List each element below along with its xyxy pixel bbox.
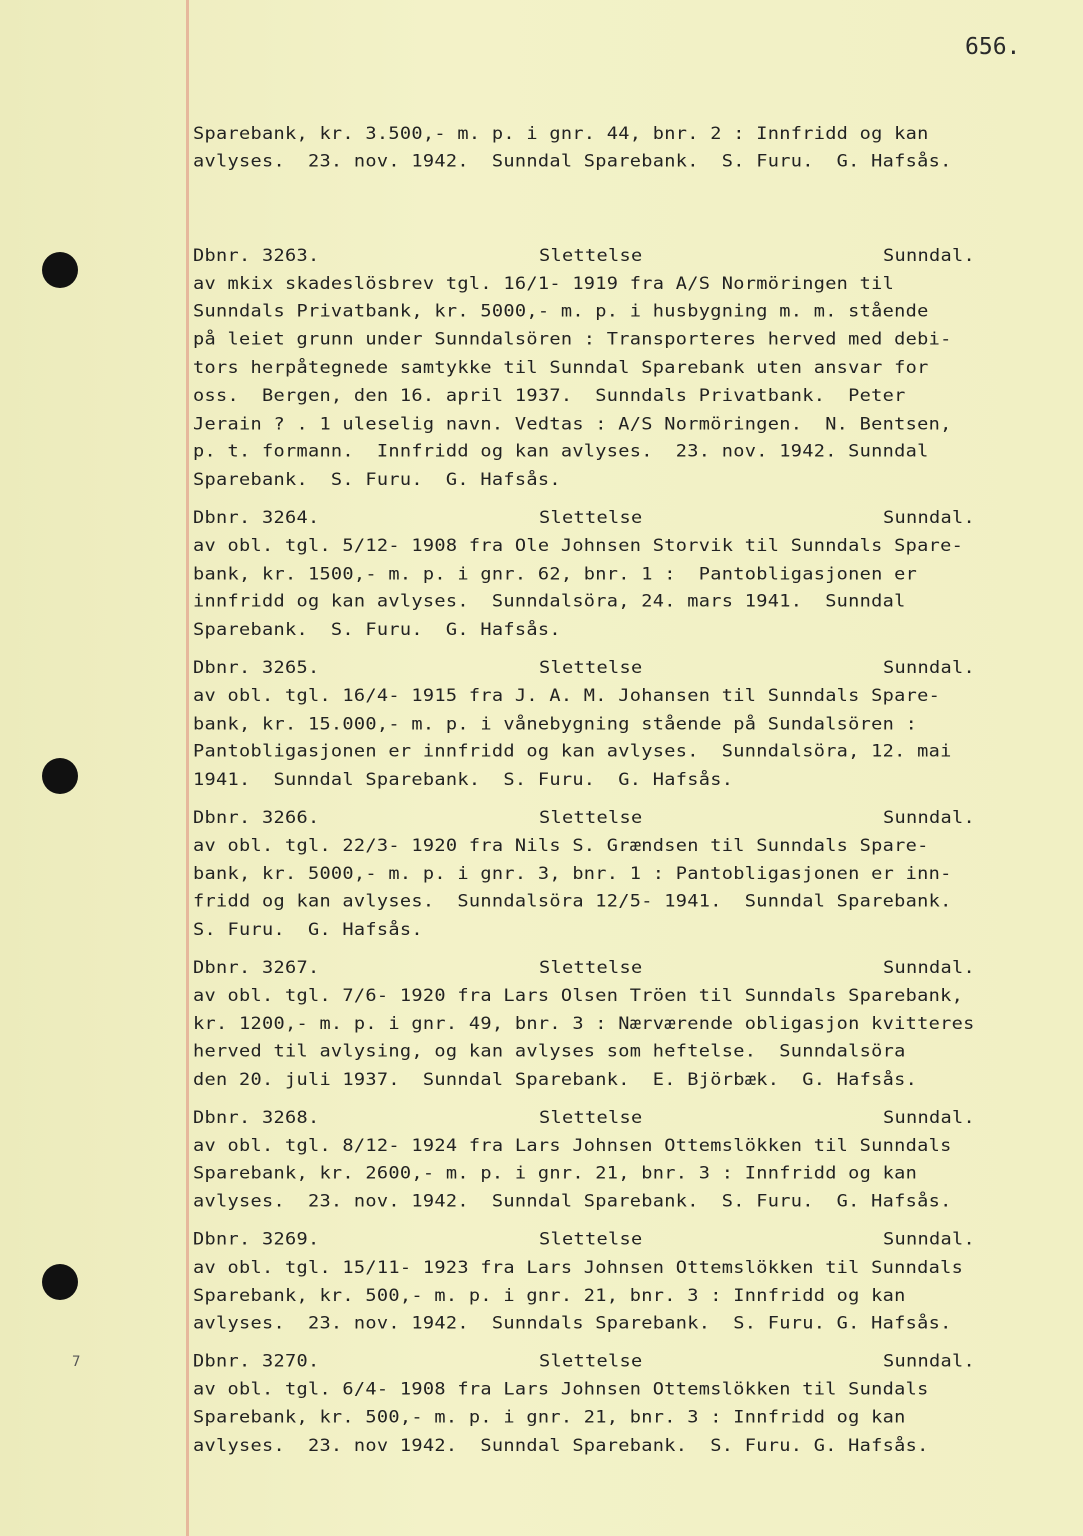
text-line: av obl. tgl. 8/12- 1924 fra Lars Johnsen Ottemslökken til Sunndals (193, 1136, 952, 1156)
entry-place: Sunndal. (883, 808, 975, 828)
text-line: Sparebank, kr. 2600,- m. p. i gnr. 21, bnr. 3 : Innfridd og kan (193, 1164, 918, 1184)
entry-heading (193, 954, 1063, 982)
text-line: av obl. tgl. 16/4- 1915 fra J. A. M. Johansen til Sunndals Spare- (193, 686, 941, 706)
text-line: bank, kr. 5000,- m. p. i gnr. 3, bnr. 1 : Pantobligasjonen er inn- (193, 864, 952, 884)
text-line: av obl. tgl. 7/6- 1920 fra Lars Olsen Tröen til Sunndals Sparebank, (193, 986, 964, 1006)
entry-place: Sunndal. (883, 958, 975, 978)
entry-heading (193, 804, 1063, 832)
entry-dbnr: Dbnr. 3265. (193, 658, 320, 678)
text-line: på leiet grunn under Sunndalsören : Transporteres herved med debi- (193, 330, 952, 350)
entry-type: Slettelse (539, 1108, 643, 1128)
entry-dbnr: Dbnr. 3269. (193, 1230, 320, 1249)
binder-hole-bottom (42, 1264, 78, 1300)
text-line: 1941. Sunndal Sparebank. S. Furu. G. Hafsås. (193, 770, 734, 790)
entry-dbnr: Dbnr. 3270. (193, 1352, 320, 1371)
text-line: avlyses. 23. nov. 1942. Sunndals Sparebank. S. Furu. G. Hafsås. (193, 1314, 952, 1334)
entry-place: Sunndal. (883, 508, 975, 528)
margin-rule (186, 0, 189, 1536)
entry-heading (193, 1348, 1063, 1376)
entry (193, 1226, 1063, 1338)
entry-dbnr: Dbnr. 3264. (193, 508, 320, 528)
text-line: av obl. tgl. 22/3- 1920 fra Nils S. Grændsen til Sunndals Spare- (193, 836, 929, 856)
binder-hole-middle (42, 758, 78, 794)
entry-heading (193, 242, 1063, 270)
text-line: S. Furu. G. Hafsås. (193, 920, 423, 940)
entry-heading (193, 1104, 1063, 1132)
entry-heading (193, 654, 1063, 682)
text-line: bank, kr. 15.000,- m. p. i vånebygning stående på Sundalsören : (193, 714, 918, 734)
text-line: Sparebank. S. Furu. G. Hafsås. (193, 620, 561, 640)
text-line: av obl. tgl. 5/12- 1908 fra Ole Johnsen Storvik til Sunndals Spare- (193, 536, 964, 556)
entry-heading (193, 504, 1063, 532)
entry-place: Sunndal. (883, 1230, 975, 1249)
text-line: Pantobligasjonen er innfridd og kan avlyses. Sunndalsöra, 12. mai (193, 742, 952, 762)
text-line: av obl. tgl. 6/4- 1908 fra Lars Johnsen Ottemslökken til Sundals (193, 1380, 929, 1399)
text-line: Sparebank, kr. 500,- m. p. i gnr. 21, bnr. 3 : Innfridd og kan (193, 1408, 906, 1428)
entry-type: Slettelse (539, 808, 643, 828)
entry (193, 654, 1063, 794)
intro-paragraph (193, 120, 1063, 176)
entry (193, 504, 1063, 644)
entry-type: Slettelse (539, 1352, 643, 1371)
text-line: Jerain ? . 1 uleselig navn. Vedtas : A/S Normöringen. N. Bentsen, (193, 414, 952, 434)
entry-place: Sunndal. (883, 1352, 975, 1371)
text-line: av mkix skadeslösbrev tgl. 16/1- 1919 fra A/S Normöringen til (193, 274, 895, 294)
text-line: Sparebank, kr. 3.500,- m. p. i gnr. 44, bnr. 2 : Innfridd og kan (193, 124, 929, 144)
entry-place: Sunndal. (883, 246, 975, 265)
text-line: Sparebank. S. Furu. G. Hafsås. (193, 470, 561, 490)
entry (193, 804, 1063, 944)
text-line: tors herpåtegnede samtykke til Sunndal Sparebank uten ansvar for (193, 358, 929, 378)
entry (193, 1348, 1063, 1460)
text-line: Sunndals Privatbank, kr. 5000,- m. p. i husbygning m. m. stående (193, 302, 929, 322)
entry-dbnr: Dbnr. 3266. (193, 808, 320, 828)
text-line: oss. Bergen, den 16. april 1937. Sunndals Privatbank. Peter (193, 386, 906, 406)
text-line: avlyses. 23. nov. 1942. Sunndal Sparebank. S. Furu. G. Hafsås. (193, 152, 952, 172)
entry (193, 242, 1063, 494)
text-line: p. t. formann. Innfridd og kan avlyses. 23. nov. 1942. Sunndal (193, 442, 929, 462)
entry-dbnr: Dbnr. 3268. (193, 1108, 320, 1128)
entry-type: Slettelse (539, 246, 643, 265)
text-line: bank, kr. 1500,- m. p. i gnr. 62, bnr. 1 : Pantobligasjonen er (193, 564, 918, 584)
entry-type: Slettelse (539, 958, 643, 978)
text-line: kr. 1200,- m. p. i gnr. 49, bnr. 3 : Nærværende obligasjon kvitteres (193, 1014, 975, 1034)
entry-place: Sunndal. (883, 658, 975, 678)
text-line: av obl. tgl. 15/11- 1923 fra Lars Johnsen Ottemslökken til Sunndals (193, 1258, 964, 1278)
entry (193, 954, 1063, 1094)
text-line: Sparebank, kr. 500,- m. p. i gnr. 21, bnr. 3 : Innfridd og kan (193, 1286, 906, 1306)
text-line: herved til avlysing, og kan avlyses som heftelse. Sunndalsöra (193, 1042, 906, 1062)
entry-type: Slettelse (539, 1230, 643, 1249)
entry (193, 1104, 1063, 1216)
entry-type: Slettelse (539, 658, 643, 678)
entry-heading (193, 1226, 1063, 1254)
text-line: avlyses. 23. nov. 1942. Sunndal Sparebank. S. Furu. G. Hafsås. (193, 1192, 952, 1212)
entry-type: Slettelse (539, 508, 643, 528)
entry-dbnr: Dbnr. 3267. (193, 958, 320, 978)
entry-dbnr: Dbnr. 3263. (193, 246, 320, 265)
entry-place: Sunndal. (883, 1108, 975, 1128)
text-line: avlyses. 23. nov 1942. Sunndal Sparebank. S. Furu. G. Hafsås. (193, 1436, 929, 1456)
text-line: innfridd og kan avlyses. Sunndalsöra, 24. mars 1941. Sunndal (193, 592, 906, 612)
entries-list (193, 242, 1063, 1460)
document-body (193, 64, 1063, 1526)
margin-mark: 7 (72, 1354, 81, 1370)
text-line: den 20. juli 1937. Sunndal Sparebank. E. Björbæk. G. Hafsås. (193, 1070, 918, 1090)
binder-hole-top (42, 252, 78, 288)
text-line: fridd og kan avlyses. Sunndalsöra 12/5- 1941. Sunndal Sparebank. (193, 892, 952, 912)
page-number: 656. (965, 34, 1021, 60)
